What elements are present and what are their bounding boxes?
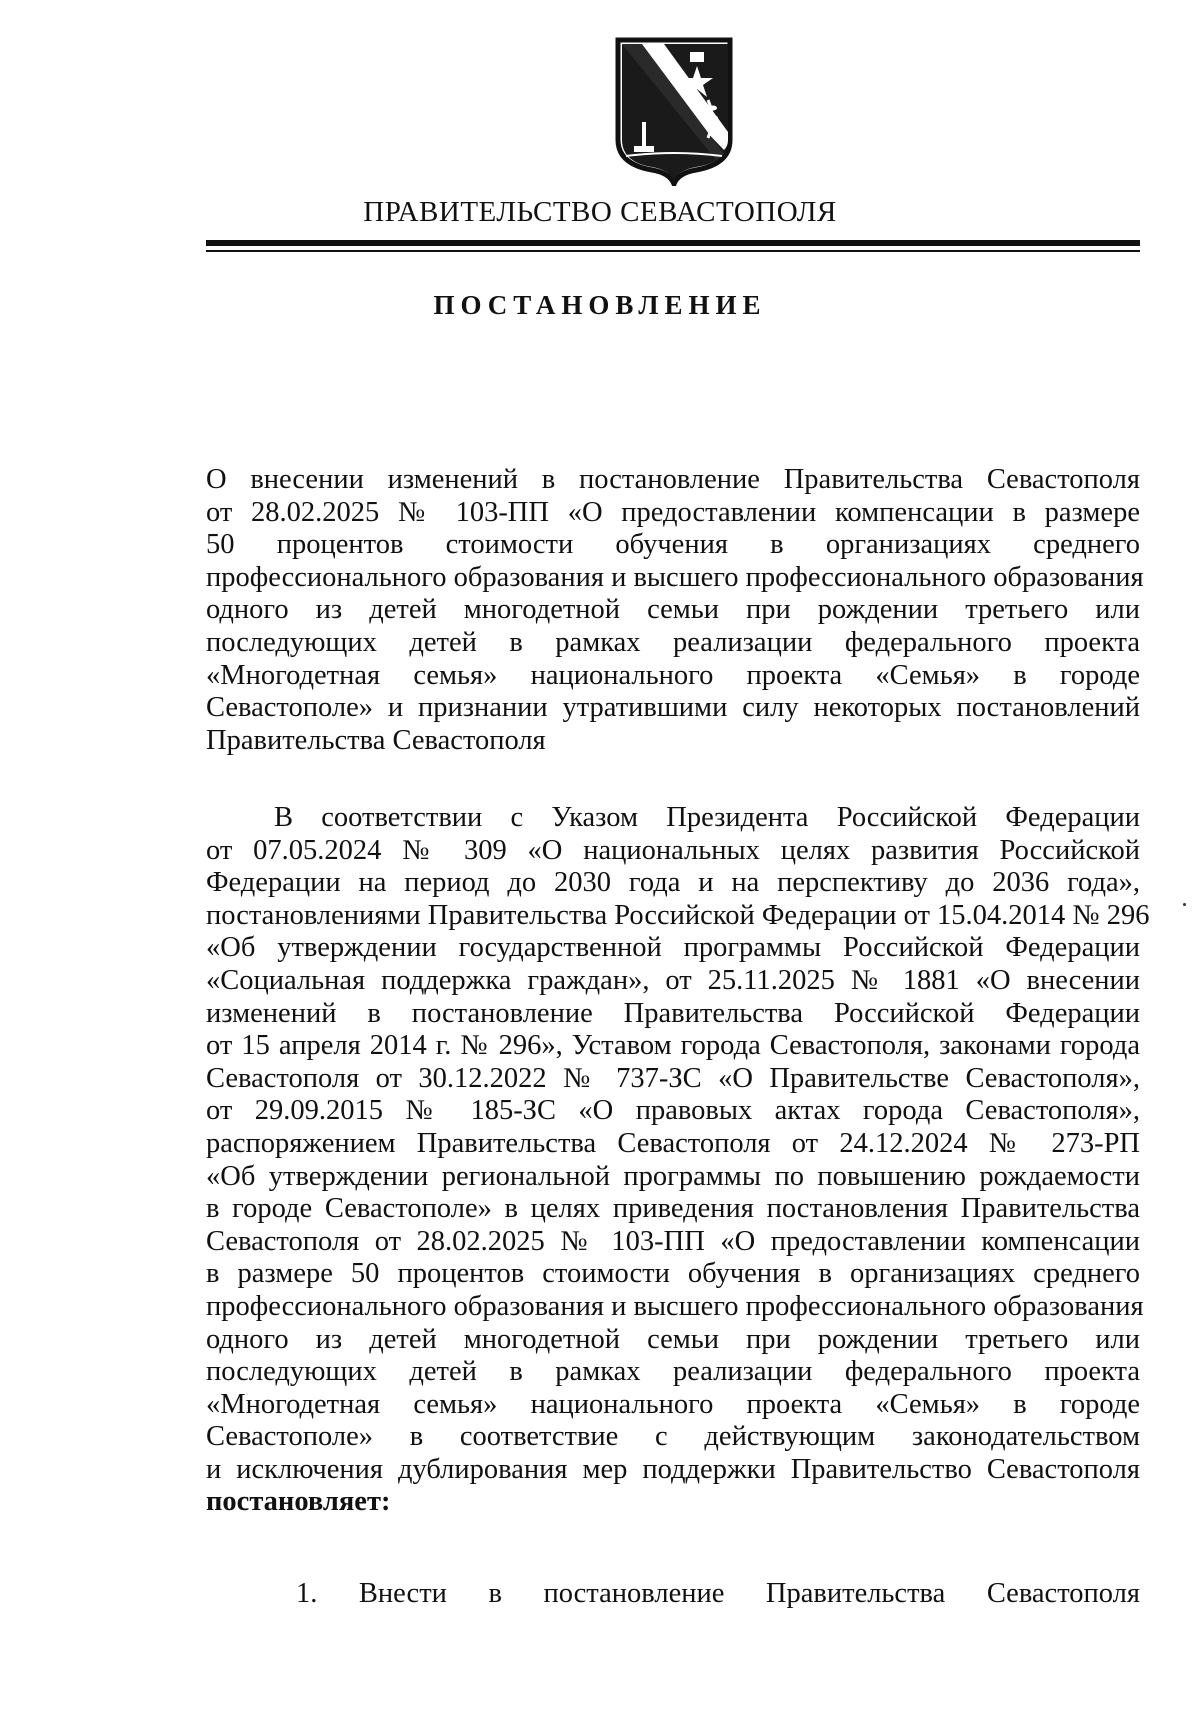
preamble-line: Севастополя от 30.12.2022 № 737-ЗС «О Правительстве Севастополя»,	[206, 1062, 1140, 1094]
preamble-line: последующих детей в рамках реализации федерального проекта	[206, 1356, 1140, 1388]
subject-line: от 28.02.2025 № 103-ПП «О предоставлении компенсации в размере	[206, 496, 1140, 528]
preamble-line: «Об утверждении региональной программы по повышению рождаемости	[206, 1160, 1140, 1192]
subject-line: профессионального образования и высшего профессионального образования	[206, 561, 1144, 593]
preamble-line: изменений в постановление Правительства Российской Федерации	[206, 997, 1140, 1029]
government-name: ПРАВИТЕЛЬСТВО СЕВАСТОПОЛЯ	[363, 196, 837, 228]
subject-line: последующих детей в рамках реализации федерального проекта	[206, 626, 1140, 658]
subject-line: О внесении изменений в постановление Правительства Севастополя	[206, 464, 1140, 495]
preamble-line: постановлениями Правительства Российской Федерации от 15.04.2014 № 296	[206, 899, 1150, 931]
preamble-line: «Об утверждении государственной программы Российской Федерации	[206, 932, 1140, 964]
coat-of-arms-icon	[612, 36, 736, 186]
document-type-title: ПОСТАНОВЛЕНИЕ	[433, 290, 767, 320]
preamble-line: от 07.05.2024 № 309 «О национальных целях развития Российской	[206, 834, 1140, 866]
subject-line: Севастополе» и признании утратившими силу некоторых постановлений	[206, 692, 1140, 724]
header-rule-thin	[206, 250, 1140, 252]
subject-line: одного из детей многодетной семьи при рождении третьего или	[206, 594, 1140, 626]
preamble-line: «Социальная поддержка граждан», от 25.11.2025 № 1881 «О внесении	[206, 964, 1140, 996]
preamble-line: В соответствии с Указом Президента Российской Федерации	[274, 802, 1140, 833]
preamble-line: от 15 апреля 2014 г. № 296», Уставом города Севастополя, законами города	[206, 1030, 1140, 1062]
subject-line: 50 процентов стоимости обучения в организациях среднего	[206, 529, 1140, 561]
preamble-line: распоряжением Правительства Севастополя от 24.12.2024 № 273-РП	[206, 1127, 1140, 1159]
preamble-line: и исключения дублирования мер поддержки Правительство Севастополя	[206, 1453, 1140, 1485]
preamble-line: Севастополе» в соответствие с действующим законодательством	[206, 1421, 1140, 1453]
subject-line: Правительства Севастополя	[206, 724, 546, 756]
scan-artifact	[1183, 903, 1186, 906]
item-1: 1. Внести в постановление Правительства Севастополя	[296, 1578, 1140, 1609]
preamble-line: одного из детей многодетной семьи при рождении третьего или	[206, 1323, 1140, 1355]
preamble-line: «Многодетная семья» национального проекта «Семья» в городе	[206, 1388, 1140, 1420]
resolution-subject	[206, 464, 1144, 757]
preamble-line: профессионального образования и высшего профессионального образования	[206, 1290, 1144, 1322]
preamble-line: в размере 50 процентов стоимости обучения в организациях среднего	[206, 1258, 1140, 1290]
preamble-line: Федерации на период до 2030 года и на перспективу до 2036 года»,	[206, 867, 1140, 899]
preamble-line: в городе Севастополе» в целях приведения постановления Правительства	[206, 1193, 1140, 1225]
preamble-line: Севастополя от 28.02.2025 № 103-ПП «О предоставлении компенсации	[206, 1225, 1140, 1257]
resolution-preamble	[206, 802, 1150, 1519]
decides-keyword: постановляет:	[206, 1486, 391, 1518]
preamble-line: от 29.09.2015 № 185-ЗС «О правовых актах города Севастополя»,	[206, 1095, 1140, 1127]
subject-line: «Многодетная семья» национального проекта «Семья» в городе	[206, 659, 1140, 691]
header-rule-thick	[206, 240, 1140, 246]
